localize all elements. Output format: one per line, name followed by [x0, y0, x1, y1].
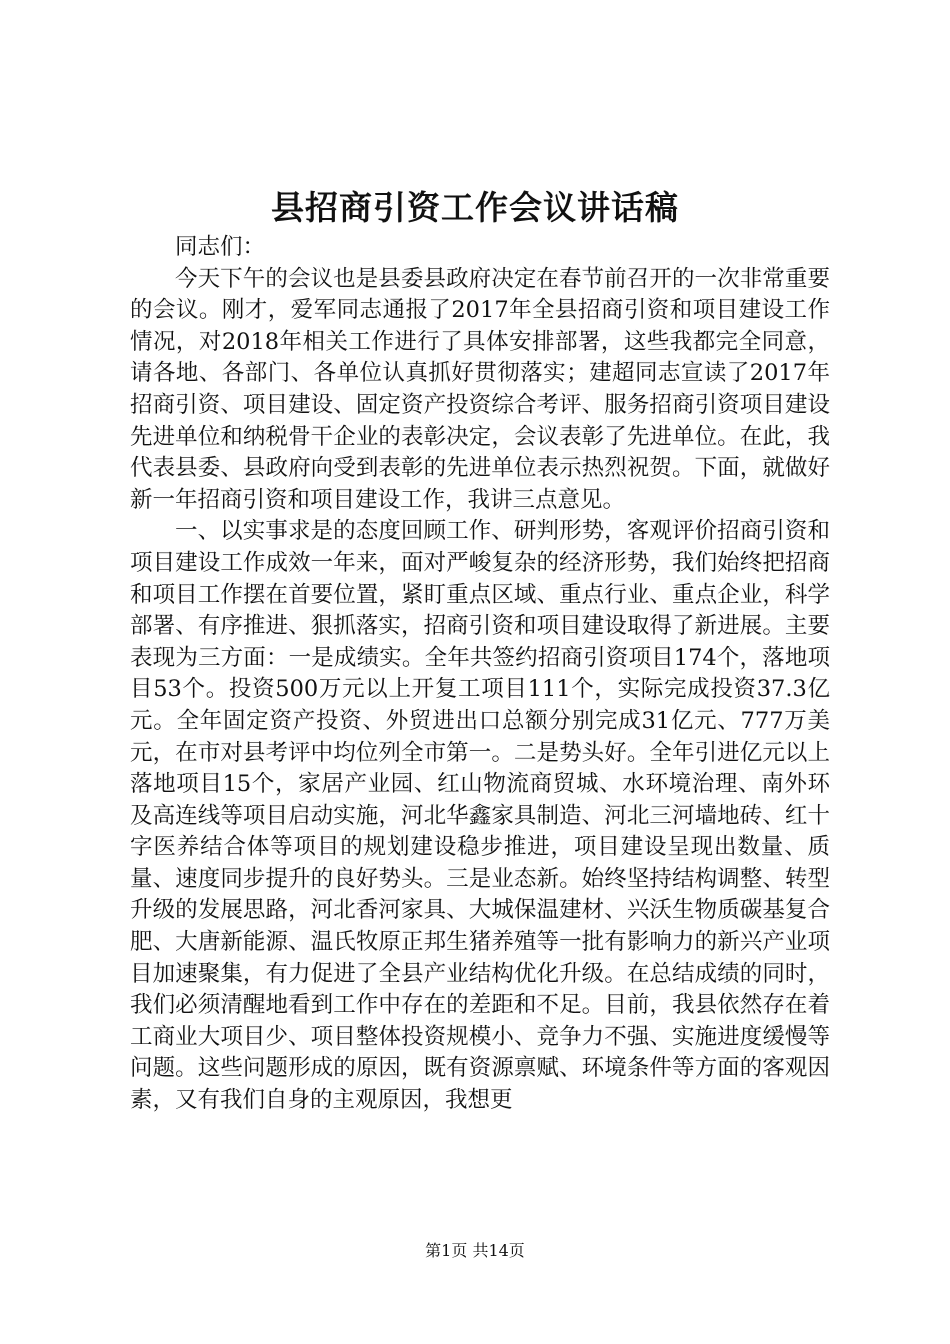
- paragraph-1: 今天下午的会议也是县委县政府决定在春节前召开的一次非常重要的会议。刚才，爱军同志通报了2017年全县招商引资和项目建设工作情况，对2018年相关工作进行了具体安排部署，这些我都完全同意，请各地、各部门、各单位认真抓好贯彻落实；建超同志宣读了2017年招商引资、项目建设、固定资产投资综合考评、服务招商引资项目建设先进单位和纳税骨干企业的表彰决定，会议表彰了先进单位。在此，我代表县委、县政府向受到表彰的先进单位表示热烈祝贺。下面，就做好新一年招商引资和项目建设工作，我讲三点意见。: [130, 265, 830, 513]
- page-footer: 第1页 共14页: [425, 1241, 525, 1260]
- paragraph-2: 一、以实事求是的态度回顾工作、研判形势，客观评价招商引资和项目建设工作成效一年来，面对严峻复杂的经济形势，我们始终把招商和项目工作摆在首要位置，紧盯重点区域、重点行业、重点企业，科学部署、有序推进、狠抓落实，招商引资和项目建设取得了新进展。主要表现为三方面：一是成绩实。全年共签约招商引资项目174个，落地项目53个。投资500万元以上开复工项目111个，实际完成投资37.3亿元。全年固定资产投资、外贸进出口总额分别完成31亿元、777万美元，在市对县考评中均位列全市第一。二是势头好。全年引进亿元以上落地项目15个，家居产业园、红山物流商贸城、水环境治理、南外环及高连线等项目启动实施，河北华鑫家具制造、河北三河墙地砖、红十字医养结合体等项目的规划建设稳步推进，项目建设呈现出数量、质量、速度同步提升的良好势头。三是业态新。始终坚持结构调整、转型升级的发展思路，河北香河家具、大城保温建材、兴沃生物质碳基复合肥、大唐新能源、温氏牧原正邦生猪养殖等一批有影响力的新兴产业项目加速聚集，有力促进了全县产业结构优化升级。在总结成绩的同时，我们必须清醒地看到工作中存在的差距和不足。目前，我县依然存在着工商业大项目少、项目整体投资规模小、竞争力不强、实施进度缓慢等问题。这些问题形成的原因，既有资源禀赋、环境条件等方面的客观因素，又有我们自身的主观原因，我想更: [130, 518, 830, 1114]
- document-body: [130, 232, 830, 1117]
- salutation: 同志们：: [175, 234, 266, 260]
- document-title: 县招商引资工作会议讲话稿: [271, 188, 679, 227]
